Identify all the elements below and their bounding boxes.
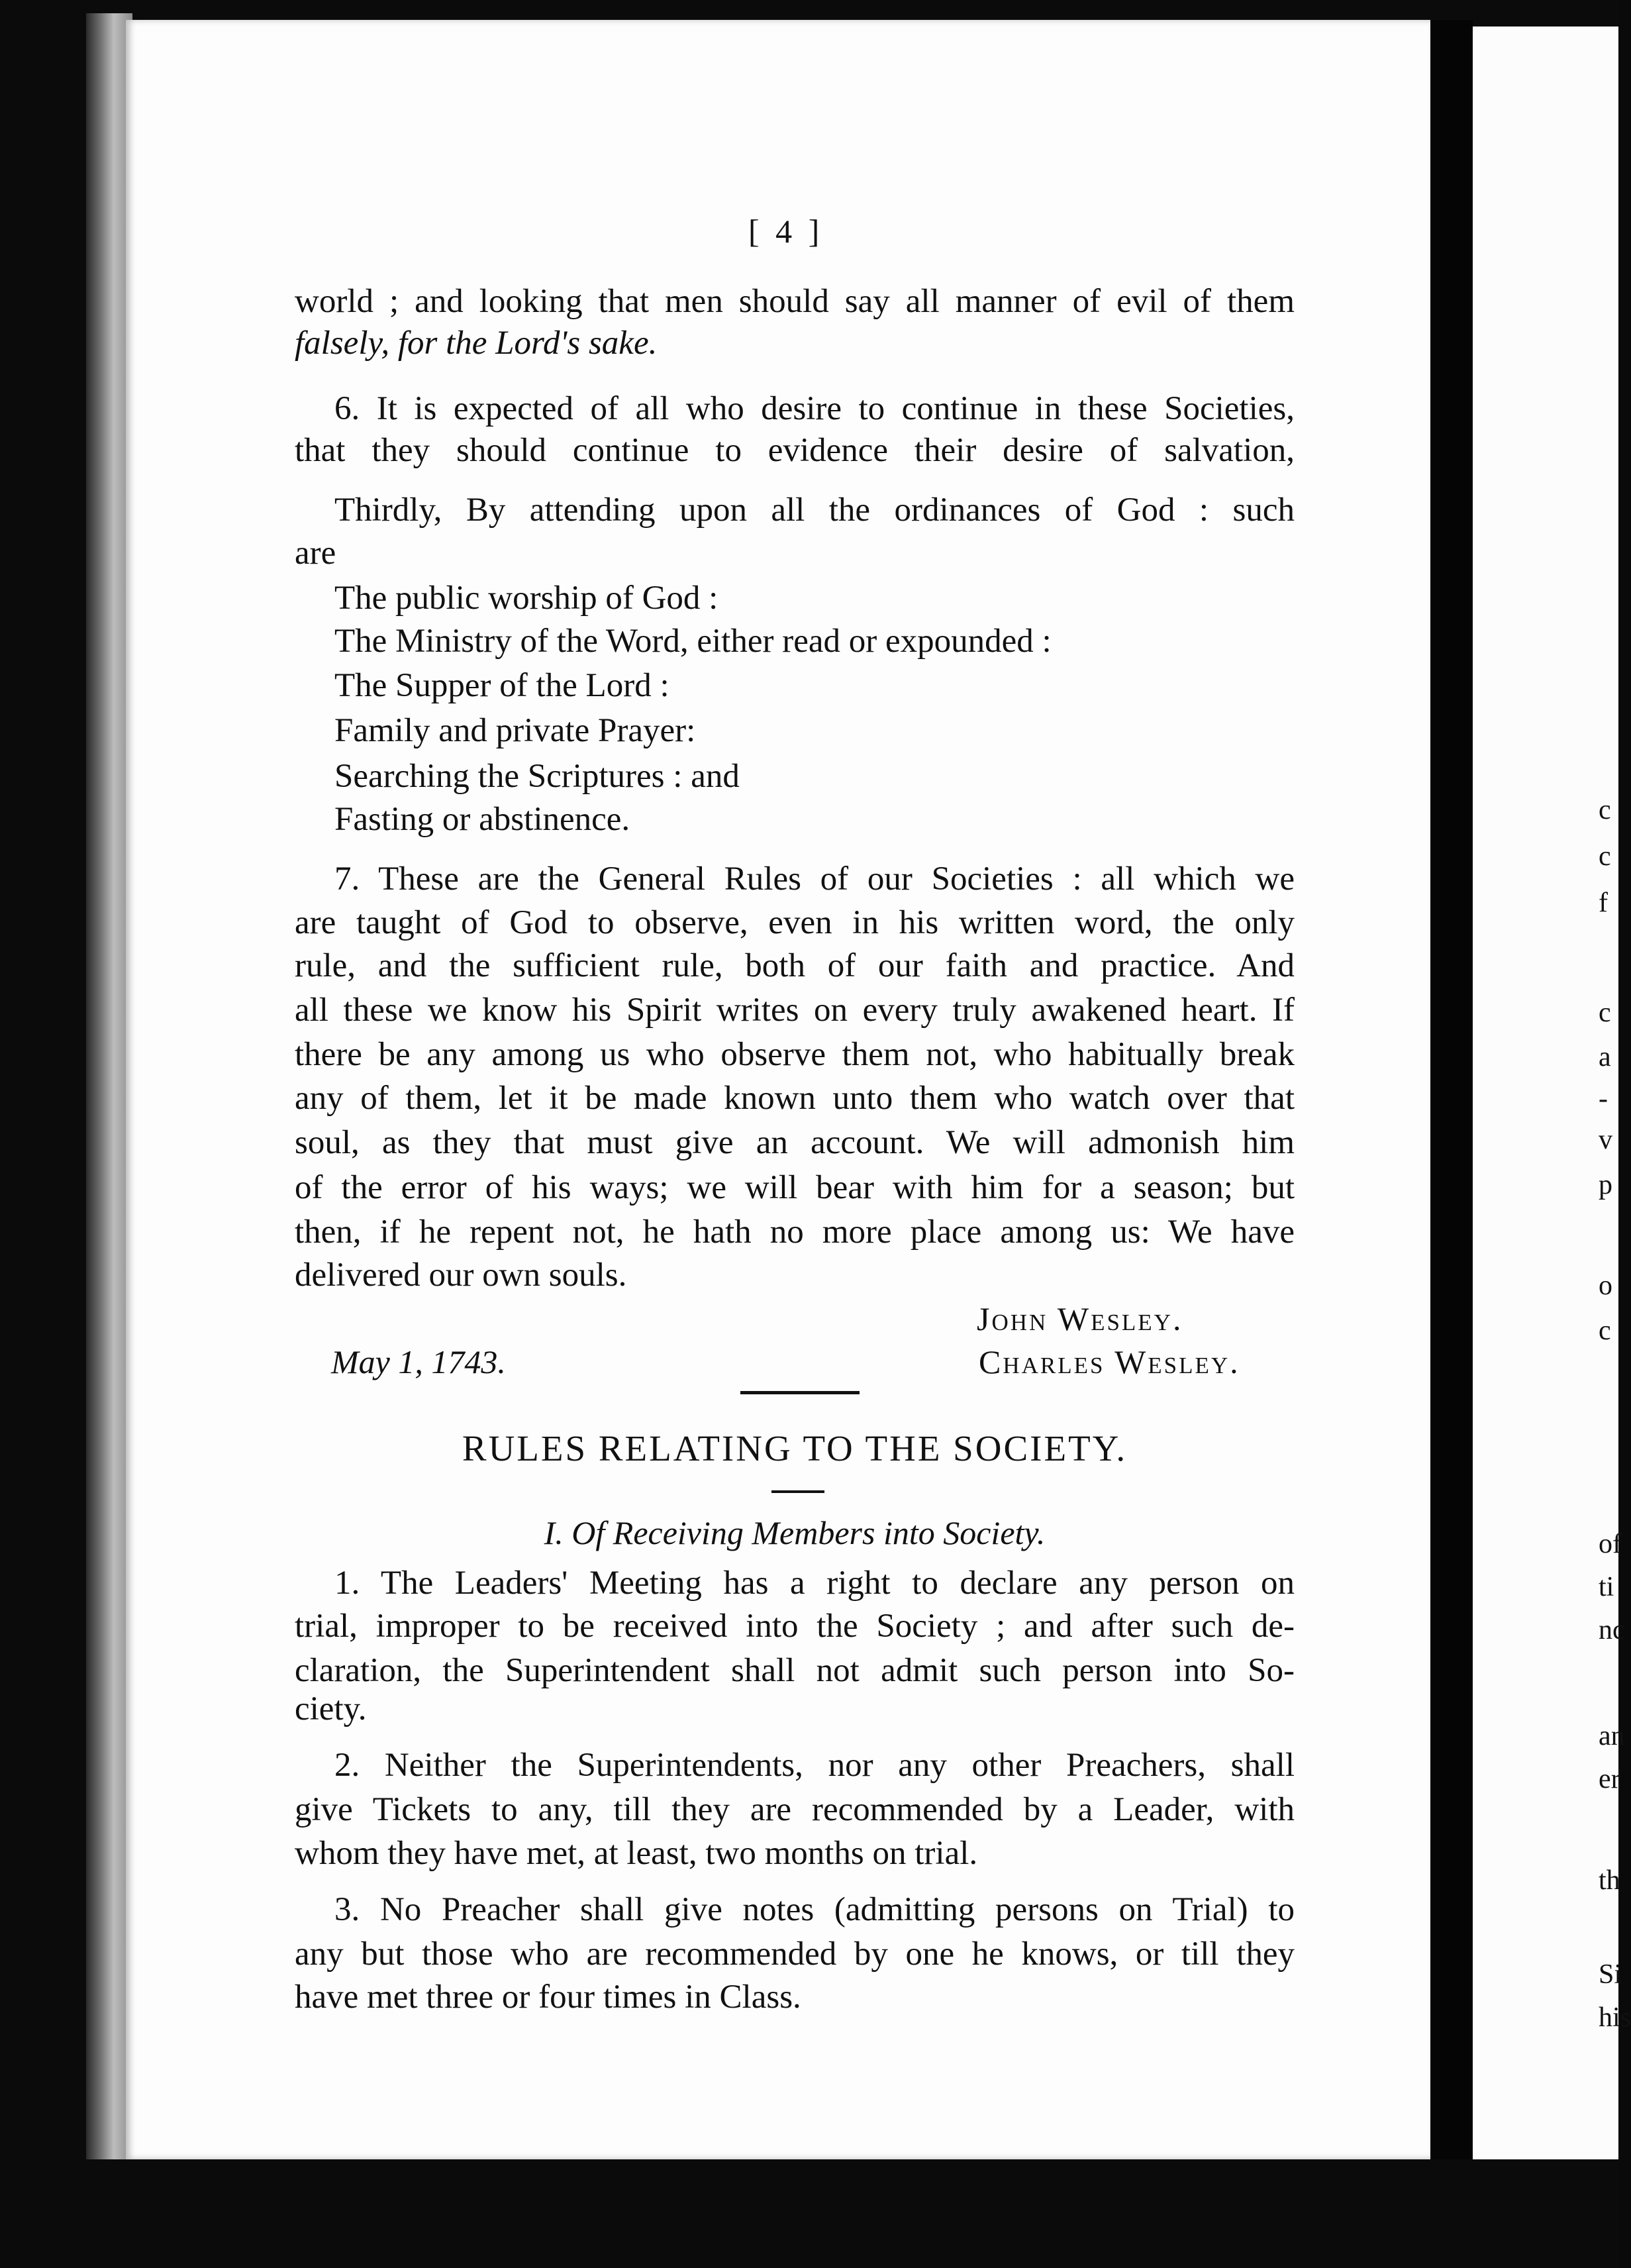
text-line: all these we know his Spirit writes on every truly awakened heart. If xyxy=(295,992,1295,1029)
adjacent-page-edge xyxy=(1473,26,1631,2159)
text-line: 7. These are the General Rules of our Societies : all which we xyxy=(334,860,1295,898)
text-line: any of them, let it be made known unto them who watch over that xyxy=(295,1080,1295,1117)
page-number: [ 4 ] xyxy=(748,213,824,250)
date-line: May 1, 1743. xyxy=(331,1343,506,1380)
adjacent-page-fragment: v xyxy=(1599,1125,1612,1155)
text-line: of the error of his ways; we will bear with him for a season; but xyxy=(295,1169,1295,1206)
page-gutter xyxy=(1430,20,1473,2159)
text-line: that they should continue to evidence their desire of salvation, xyxy=(295,432,1295,469)
text-line: have met three or four times in Class. xyxy=(295,1979,801,2016)
text-line: 1. The Leaders' Meeting has a right to declare any person on xyxy=(334,1565,1295,1602)
text-line: 6. It is expected of all who desire to continue in these Societies, xyxy=(334,390,1295,427)
text-line: then, if he repent not, he hath no more place among us: We have xyxy=(295,1213,1295,1251)
text-line: 2. Neither the Superintendents, nor any other Preachers, shall xyxy=(334,1747,1295,1784)
adjacent-page-fragment: c xyxy=(1599,841,1611,872)
ordinance-item: Fasting or abstinence. xyxy=(334,801,630,838)
adjacent-page-fragment: nc xyxy=(1599,1615,1625,1645)
text-line: 3. No Preacher shall give notes (admitting persons on Trial) to xyxy=(334,1891,1295,1928)
adjacent-page-fragment: Si xyxy=(1599,1959,1622,1990)
adjacent-page-fragment: ti xyxy=(1599,1572,1614,1602)
ordinance-item: Searching the Scriptures : and xyxy=(334,758,740,795)
adjacent-page-fragment: his xyxy=(1599,2002,1631,2033)
ordinance-item: The Ministry of the Word, either read or expounded : xyxy=(334,623,1052,660)
adjacent-page-fragment: c xyxy=(1599,1315,1611,1346)
divider-rule-short xyxy=(771,1490,824,1493)
text-line: give Tickets to any, till they are recommended by a Leader, with xyxy=(295,1791,1295,1828)
adjacent-page-fragment: c xyxy=(1599,795,1611,825)
text-line: are xyxy=(295,535,336,572)
signature-charles-wesley: Charles Wesley. xyxy=(979,1343,1240,1380)
adjacent-page-fragment: of xyxy=(1599,1529,1622,1559)
text-line: whom they have met, at least, two months on trial. xyxy=(295,1835,978,1872)
text-line: soul, as they that must give an account. We will admonish him xyxy=(295,1124,1295,1161)
subsection-title: I. Of Receiving Members into Society. xyxy=(544,1514,1046,1551)
adjacent-page-fragment: o xyxy=(1599,1270,1612,1301)
text-line: falsely, for the Lord's sake. xyxy=(295,325,658,362)
text-line: rule, and the sufficient rule, both of our faith and practice. And xyxy=(295,947,1295,984)
text-line: ciety. xyxy=(295,1690,367,1727)
signature-john-wesley: John Wesley. xyxy=(977,1300,1183,1337)
ordinance-item: The Supper of the Lord : xyxy=(334,667,669,704)
adjacent-page-fragment: c xyxy=(1599,998,1611,1028)
adjacent-page-fragment: p xyxy=(1599,1170,1612,1200)
text-line: there be any among us who observe them not, who habitually break xyxy=(295,1036,1295,1073)
text-line: are taught of God to observe, even in his written word, the only xyxy=(295,904,1295,941)
ordinance-item: Family and private Prayer: xyxy=(334,712,696,749)
text-line: world ; and looking that men should say all manner of evil of them xyxy=(295,283,1295,320)
divider-rule xyxy=(740,1391,860,1394)
ordinance-item: The public worship of God : xyxy=(334,580,718,617)
text-line: Thirdly, By attending upon all the ordinances of God : such xyxy=(334,491,1295,529)
adjacent-page-fragment: er xyxy=(1599,1764,1620,1794)
text-line: any but those who are recommended by one he knows, or till they xyxy=(295,1935,1295,1973)
text-line: claration, the Superintendent shall not admit such person into So- xyxy=(295,1652,1295,1689)
adjacent-page-fragment: th xyxy=(1599,1865,1620,1896)
adjacent-page-fragment: f xyxy=(1599,888,1608,918)
text-line: delivered our own souls. xyxy=(295,1257,627,1294)
adjacent-page-fragment: an xyxy=(1599,1721,1625,1751)
section-title: RULES RELATING TO THE SOCIETY. xyxy=(462,1428,1128,1469)
adjacent-page-fragment: - xyxy=(1599,1084,1608,1114)
adjacent-page-fragment: a xyxy=(1599,1042,1611,1072)
text-line: trial, improper to be received into the Society ; and after such de- xyxy=(295,1608,1295,1645)
